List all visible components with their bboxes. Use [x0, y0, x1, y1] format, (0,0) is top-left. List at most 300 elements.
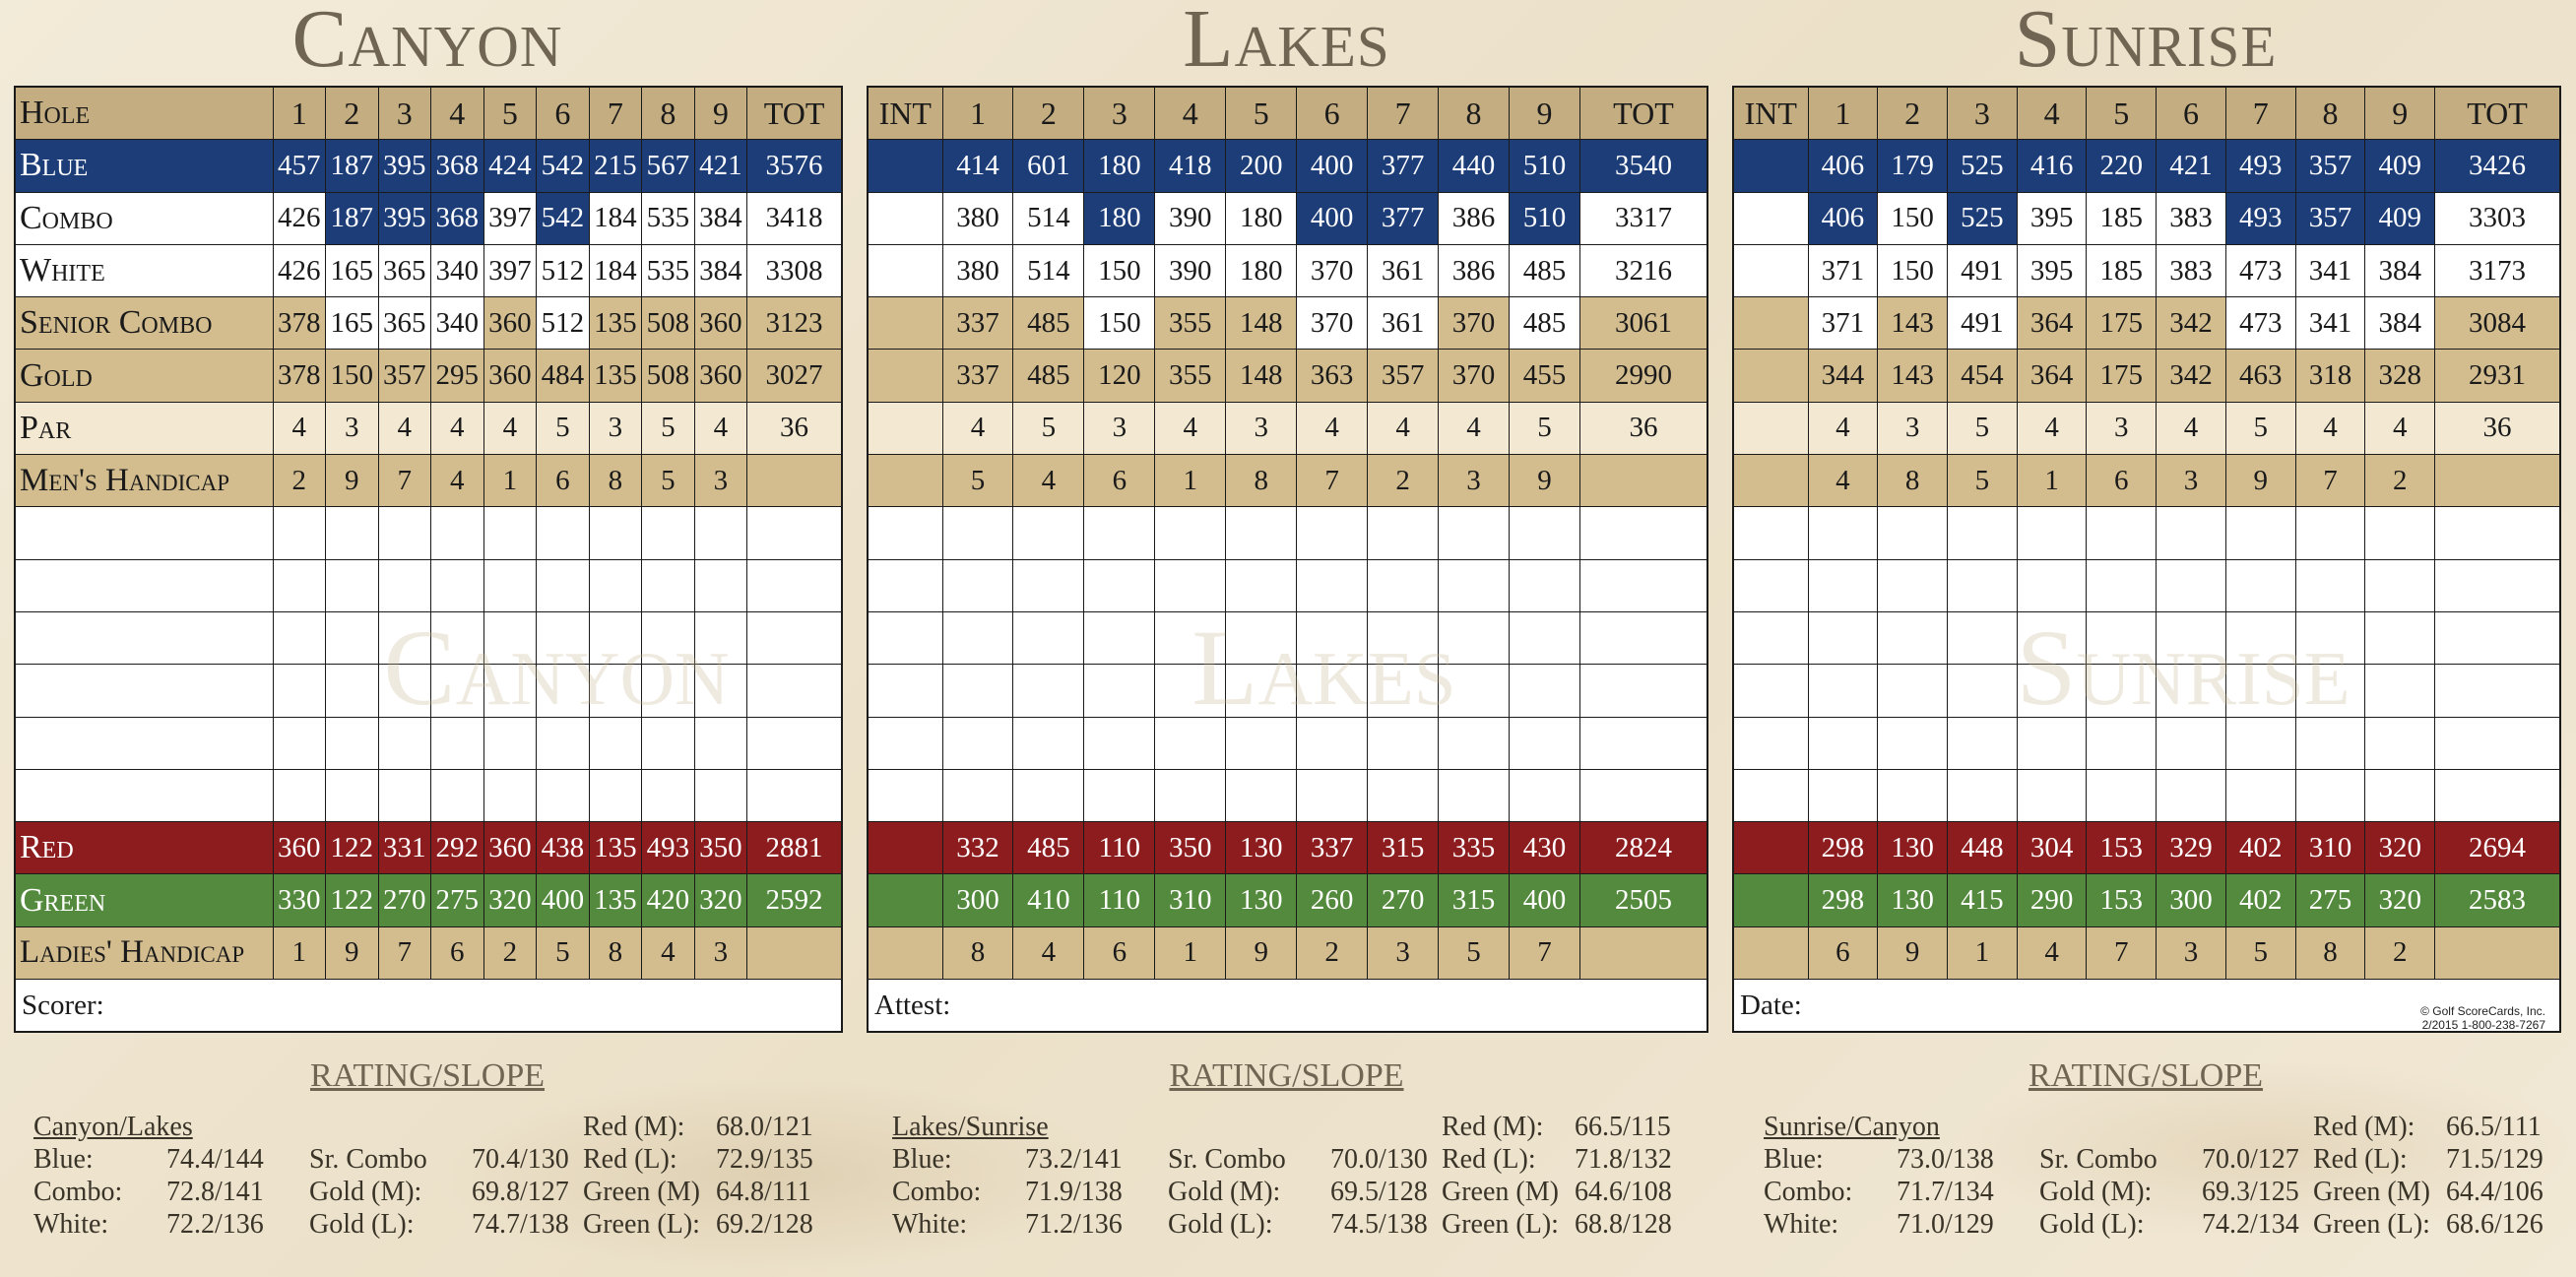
score-cell[interactable] [1579, 717, 1707, 769]
score-cell[interactable] [2157, 665, 2226, 717]
yardage-cell: 525 [1947, 140, 2017, 192]
yardage-cell: 370 [1297, 244, 1368, 296]
rating-value: 64.8/111 [716, 1177, 811, 1207]
score-cell[interactable] [1878, 769, 1948, 821]
hole-header-row [868, 87, 1707, 140]
score-cell[interactable] [642, 665, 695, 717]
score-cell[interactable] [1947, 559, 2017, 611]
score-cell[interactable] [1808, 611, 1878, 664]
score-cell[interactable] [1013, 717, 1084, 769]
score-cell[interactable] [1947, 611, 2017, 664]
score-cell[interactable] [942, 769, 1013, 821]
rating-tee-label: Sr. Combo [1168, 1144, 1286, 1175]
yardage-cell: 148 [1226, 297, 1297, 350]
rating-value: 73.0/138 [1897, 1144, 1994, 1175]
score-cell[interactable] [1808, 717, 1878, 769]
score-cell[interactable] [694, 717, 747, 769]
score-cell[interactable] [431, 611, 484, 664]
yardage-cell: 421 [694, 140, 747, 192]
score-cell[interactable] [1878, 611, 1948, 664]
score-cell[interactable] [1579, 665, 1707, 717]
score-cell[interactable] [2295, 717, 2365, 769]
tee-row [868, 874, 1707, 926]
score-cell[interactable] [1368, 559, 1439, 611]
score-cell[interactable] [326, 717, 379, 769]
score-cell[interactable] [642, 559, 695, 611]
score-cell[interactable] [747, 559, 842, 611]
score-cell[interactable] [1368, 665, 1439, 717]
tee-row [15, 402, 842, 454]
yardage-cell: 542 [537, 140, 590, 192]
score-cell[interactable] [2087, 559, 2157, 611]
score-cell[interactable] [2295, 769, 2365, 821]
score-cell[interactable] [378, 507, 431, 559]
score-cell[interactable] [483, 559, 537, 611]
hole-number: 3 [378, 87, 431, 140]
score-cell[interactable] [2225, 611, 2295, 664]
score-cell[interactable] [273, 665, 326, 717]
score-cell[interactable] [2365, 665, 2435, 717]
score-cell[interactable] [1155, 559, 1226, 611]
yardage-cell: 426 [273, 192, 326, 244]
yardage-cell: 2505 [1579, 874, 1707, 926]
score-cell[interactable] [694, 611, 747, 664]
yardage-cell: 175 [2087, 297, 2157, 350]
score-cell[interactable] [1947, 665, 2017, 717]
yardage-cell: 3 [2157, 926, 2226, 979]
yardage-cell: 3 [2157, 455, 2226, 507]
score-cell[interactable] [15, 611, 273, 664]
score-cell[interactable] [1733, 717, 1808, 769]
score-cell[interactable] [747, 665, 842, 717]
hole-number: 5 [1226, 87, 1297, 140]
score-cell[interactable] [483, 717, 537, 769]
yardage-cell: 370 [1439, 350, 1510, 402]
score-cell[interactable] [2087, 611, 2157, 664]
score-cell[interactable] [431, 665, 484, 717]
score-cell[interactable] [2435, 769, 2560, 821]
rating-tee-label: Gold (M): [309, 1177, 422, 1207]
score-cell[interactable] [1510, 507, 1580, 559]
score-cell[interactable] [2157, 717, 2226, 769]
score-cell[interactable] [1733, 507, 1808, 559]
score-cell[interactable] [2017, 507, 2087, 559]
score-cell[interactable] [642, 769, 695, 821]
yardage-cell: 485 [1510, 244, 1580, 296]
score-cell[interactable] [2435, 717, 2560, 769]
score-cell[interactable] [1084, 559, 1155, 611]
score-cell[interactable] [273, 559, 326, 611]
rating-value: 74.4/144 [166, 1144, 264, 1175]
yardage-cell: 3426 [2435, 140, 2560, 192]
score-cell[interactable] [15, 507, 273, 559]
score-cell[interactable] [642, 717, 695, 769]
score-cell[interactable] [273, 507, 326, 559]
yardage-cell [1579, 926, 1707, 979]
score-cell[interactable] [1878, 665, 1948, 717]
score-entry-row [1733, 507, 2560, 559]
score-cell[interactable] [431, 507, 484, 559]
score-cell[interactable] [326, 611, 379, 664]
score-cell[interactable] [273, 717, 326, 769]
tee-row [1733, 350, 2560, 402]
score-cell[interactable] [642, 507, 695, 559]
score-cell[interactable] [1226, 769, 1297, 821]
rating-line [1764, 1143, 2571, 1176]
score-cell[interactable] [2295, 611, 2365, 664]
score-cell[interactable] [942, 507, 1013, 559]
score-cell[interactable] [326, 769, 379, 821]
score-cell[interactable] [1155, 665, 1226, 717]
score-cell[interactable] [589, 717, 642, 769]
score-cell[interactable] [1155, 717, 1226, 769]
score-cell[interactable] [1733, 665, 1808, 717]
score-cell[interactable] [1439, 769, 1510, 821]
score-cell[interactable] [2295, 665, 2365, 717]
yardage-cell: 416 [2017, 140, 2087, 192]
score-cell[interactable] [1297, 769, 1368, 821]
score-cell[interactable] [2017, 665, 2087, 717]
score-entry-row [1733, 611, 2560, 664]
score-cell[interactable] [1947, 507, 2017, 559]
score-cell[interactable] [2225, 769, 2295, 821]
score-cell[interactable] [589, 559, 642, 611]
rating-value: 69.3/125 [2202, 1177, 2299, 1207]
score-cell[interactable] [1808, 559, 1878, 611]
score-cell[interactable] [2225, 717, 2295, 769]
score-cell[interactable] [747, 769, 842, 821]
tee-row [868, 455, 1707, 507]
yardage-cell: 5 [942, 455, 1013, 507]
score-cell[interactable] [1297, 665, 1368, 717]
hole-number: 5 [483, 87, 537, 140]
yardage-cell: 341 [2295, 297, 2365, 350]
score-cell[interactable] [326, 559, 379, 611]
score-cell[interactable] [1579, 611, 1707, 664]
score-cell[interactable] [326, 507, 379, 559]
yardage-cell: 484 [537, 350, 590, 402]
yardage-cell: 130 [1226, 822, 1297, 874]
rating-slope-title: RATING/SLOPE [1169, 1057, 1404, 1094]
score-cell[interactable] [1013, 665, 1084, 717]
score-cell[interactable] [642, 611, 695, 664]
score-cell[interactable] [1155, 507, 1226, 559]
yardage-cell: 400 [1297, 192, 1368, 244]
yardage-cell: 535 [642, 192, 695, 244]
yardage-cell: 370 [1297, 297, 1368, 350]
yardage-cell: 400 [1297, 140, 1368, 192]
score-cell[interactable] [589, 507, 642, 559]
score-cell[interactable] [537, 559, 590, 611]
score-cell[interactable] [1013, 507, 1084, 559]
score-cell[interactable] [2087, 717, 2157, 769]
score-cell[interactable] [1878, 559, 1948, 611]
score-cell[interactable] [1297, 559, 1368, 611]
score-cell[interactable] [1226, 611, 1297, 664]
score-cell[interactable] [868, 665, 942, 717]
score-cell[interactable] [1368, 507, 1439, 559]
score-cell[interactable] [1084, 611, 1155, 664]
score-cell[interactable] [537, 611, 590, 664]
yardage-cell: 4 [483, 402, 537, 454]
row-label: Red [15, 822, 273, 874]
yardage-cell: 4 [1808, 402, 1878, 454]
score-cell[interactable] [378, 717, 431, 769]
score-cell[interactable] [2365, 769, 2435, 821]
score-cell[interactable] [747, 717, 842, 769]
yardage-cell: 7 [1297, 455, 1368, 507]
yardage-cell: 386 [1439, 192, 1510, 244]
rating-value: 69.5/128 [1330, 1177, 1428, 1207]
score-entry-row [15, 611, 842, 664]
yardage-cell: 1 [2017, 455, 2087, 507]
yardage-cell: 320 [2365, 822, 2435, 874]
row-label [868, 350, 942, 402]
score-cell[interactable] [2435, 559, 2560, 611]
score-cell[interactable] [1510, 665, 1580, 717]
score-cell[interactable] [1155, 769, 1226, 821]
score-cell[interactable] [1226, 717, 1297, 769]
score-cell[interactable] [868, 507, 942, 559]
yardage-cell: 371 [1808, 297, 1878, 350]
score-cell[interactable] [1878, 717, 1948, 769]
score-cell[interactable] [483, 611, 537, 664]
score-cell[interactable] [2365, 717, 2435, 769]
score-cell[interactable] [378, 559, 431, 611]
score-cell[interactable] [589, 769, 642, 821]
score-cell[interactable] [1084, 769, 1155, 821]
score-cell[interactable] [1013, 769, 1084, 821]
score-cell[interactable] [2435, 665, 2560, 717]
score-cell[interactable] [694, 559, 747, 611]
canyon-course-title: Canyon [291, 0, 563, 85]
yardage-cell: 2881 [747, 822, 842, 874]
score-cell[interactable] [1733, 611, 1808, 664]
score-cell[interactable] [1510, 611, 1580, 664]
yardage-cell: 215 [589, 140, 642, 192]
rating-tee-label: Red (L): [583, 1144, 677, 1175]
score-cell[interactable] [2087, 665, 2157, 717]
rating-tee-label: Red (M): [1442, 1112, 1544, 1142]
score-cell[interactable] [694, 769, 747, 821]
score-cell[interactable] [1155, 611, 1226, 664]
yardage-cell: 4 [2365, 402, 2435, 454]
score-cell[interactable] [1297, 507, 1368, 559]
score-cell[interactable] [942, 665, 1013, 717]
yardage-cell: 463 [2225, 350, 2295, 402]
score-cell[interactable] [1439, 611, 1510, 664]
score-cell[interactable] [1510, 717, 1580, 769]
score-cell[interactable] [273, 769, 326, 821]
yardage-cell: 368 [431, 192, 484, 244]
score-cell[interactable] [15, 717, 273, 769]
yardage-cell: 402 [2225, 874, 2295, 926]
row-label [868, 192, 942, 244]
score-cell[interactable] [2295, 507, 2365, 559]
score-cell[interactable] [2017, 717, 2087, 769]
score-cell[interactable] [1368, 611, 1439, 664]
score-cell[interactable] [2365, 559, 2435, 611]
score-cell[interactable] [1226, 507, 1297, 559]
score-cell[interactable] [378, 611, 431, 664]
rating-line [33, 1176, 841, 1208]
score-cell[interactable] [1439, 665, 1510, 717]
score-cell[interactable] [694, 665, 747, 717]
yardage-cell: 454 [1947, 350, 2017, 402]
score-cell[interactable] [2157, 507, 2226, 559]
score-cell[interactable] [1368, 769, 1439, 821]
score-cell[interactable] [1226, 559, 1297, 611]
yardage-cell: 485 [1013, 350, 1084, 402]
score-cell[interactable] [273, 611, 326, 664]
score-cell[interactable] [2157, 611, 2226, 664]
score-cell[interactable] [2225, 559, 2295, 611]
yardage-cell: 300 [2157, 874, 2226, 926]
yardage-cell: 8 [2295, 926, 2365, 979]
score-cell[interactable] [1084, 717, 1155, 769]
score-cell[interactable] [15, 769, 273, 821]
yardage-cell: 4 [2017, 402, 2087, 454]
score-cell[interactable] [1297, 611, 1368, 664]
rating-tee-label: Combo: [892, 1177, 982, 1207]
yardage-cell: 365 [378, 244, 431, 296]
score-cell[interactable] [1808, 507, 1878, 559]
yardage-cell: 3123 [747, 297, 842, 350]
yardage-cell: 1 [483, 455, 537, 507]
score-cell[interactable] [537, 665, 590, 717]
score-cell[interactable] [15, 665, 273, 717]
score-cell[interactable] [2017, 559, 2087, 611]
row-label [868, 297, 942, 350]
score-cell[interactable] [15, 559, 273, 611]
score-cell[interactable] [2365, 611, 2435, 664]
score-cell[interactable] [378, 665, 431, 717]
hole-number: 2 [1013, 87, 1084, 140]
score-cell[interactable] [1439, 717, 1510, 769]
score-cell[interactable] [483, 769, 537, 821]
score-cell[interactable] [1878, 507, 1948, 559]
score-cell[interactable] [747, 507, 842, 559]
score-cell[interactable] [1808, 665, 1878, 717]
score-cell[interactable] [1579, 507, 1707, 559]
canyon-scorecard-table [14, 86, 843, 1033]
score-cell[interactable] [483, 507, 537, 559]
score-cell[interactable] [1013, 559, 1084, 611]
score-cell[interactable] [942, 611, 1013, 664]
yardage-cell: 337 [942, 350, 1013, 402]
footer-field[interactable]: Scorer: [15, 980, 842, 1033]
score-cell[interactable] [431, 559, 484, 611]
score-cell[interactable] [2087, 769, 2157, 821]
score-cell[interactable] [1226, 665, 1297, 717]
yardage-cell: 6 [2087, 455, 2157, 507]
yardage-cell: 3 [1084, 402, 1155, 454]
yardage-cell: 410 [1013, 874, 1084, 926]
score-cell[interactable] [868, 769, 942, 821]
score-cell[interactable] [2435, 611, 2560, 664]
tee-row [15, 455, 842, 507]
score-cell[interactable] [1947, 769, 2017, 821]
score-cell[interactable] [1510, 769, 1580, 821]
footer-field[interactable]: Date: [1733, 980, 2560, 1033]
score-cell[interactable] [942, 559, 1013, 611]
score-cell[interactable] [431, 717, 484, 769]
score-cell[interactable] [537, 769, 590, 821]
score-cell[interactable] [868, 611, 942, 664]
yardage-cell: 275 [2295, 874, 2365, 926]
rating-tee-label: Green (L): [2313, 1209, 2430, 1240]
score-cell[interactable] [1084, 507, 1155, 559]
score-cell[interactable] [589, 611, 642, 664]
yardage-cell: 383 [2157, 244, 2226, 296]
score-cell[interactable] [2017, 611, 2087, 664]
rating-value: 69.2/128 [716, 1209, 813, 1240]
yardage-cell: 135 [589, 822, 642, 874]
score-cell[interactable] [537, 507, 590, 559]
score-cell[interactable] [694, 507, 747, 559]
rating-value: 71.9/138 [1025, 1177, 1123, 1207]
score-cell[interactable] [1947, 717, 2017, 769]
score-cell[interactable] [2017, 769, 2087, 821]
score-cell[interactable] [431, 769, 484, 821]
hole-number: 2 [1878, 87, 1948, 140]
score-cell[interactable] [2225, 507, 2295, 559]
score-cell[interactable] [2295, 559, 2365, 611]
score-cell[interactable] [1439, 507, 1510, 559]
score-cell[interactable] [2157, 559, 2226, 611]
score-cell[interactable] [1733, 559, 1808, 611]
yardage-cell: 4 [378, 402, 431, 454]
score-cell[interactable] [589, 665, 642, 717]
yardage-cell: 473 [2225, 297, 2295, 350]
score-cell[interactable] [1439, 559, 1510, 611]
score-cell[interactable] [483, 665, 537, 717]
score-cell[interactable] [2435, 507, 2560, 559]
yardage-cell: 420 [642, 874, 695, 926]
yardage-cell: 2 [2365, 926, 2435, 979]
score-cell[interactable] [868, 559, 942, 611]
yardage-cell: 5 [1947, 455, 2017, 507]
score-cell[interactable] [2157, 769, 2226, 821]
score-cell[interactable] [2087, 507, 2157, 559]
score-cell[interactable] [1510, 559, 1580, 611]
score-cell[interactable] [2365, 507, 2435, 559]
score-cell[interactable] [326, 665, 379, 717]
yardage-cell: 270 [1368, 874, 1439, 926]
score-cell[interactable] [1297, 717, 1368, 769]
score-cell[interactable] [1013, 611, 1084, 664]
score-cell[interactable] [378, 769, 431, 821]
yardage-cell: 298 [1808, 822, 1878, 874]
row-label [868, 926, 942, 979]
yardage-cell: 455 [1510, 350, 1580, 402]
score-cell[interactable] [1084, 665, 1155, 717]
score-cell[interactable] [1368, 717, 1439, 769]
score-cell[interactable] [747, 611, 842, 664]
score-cell[interactable] [1579, 559, 1707, 611]
yardage-cell: 143 [1878, 297, 1948, 350]
score-cell[interactable] [1808, 769, 1878, 821]
score-cell[interactable] [2225, 665, 2295, 717]
score-cell[interactable] [942, 717, 1013, 769]
score-cell[interactable] [537, 717, 590, 769]
score-cell[interactable] [1579, 769, 1707, 821]
footer-field[interactable]: Attest: [868, 980, 1707, 1033]
yardage-cell: 1 [1947, 926, 2017, 979]
rating-slope-grid [892, 1111, 1712, 1241]
score-cell[interactable] [1733, 769, 1808, 821]
score-cell[interactable] [868, 717, 942, 769]
